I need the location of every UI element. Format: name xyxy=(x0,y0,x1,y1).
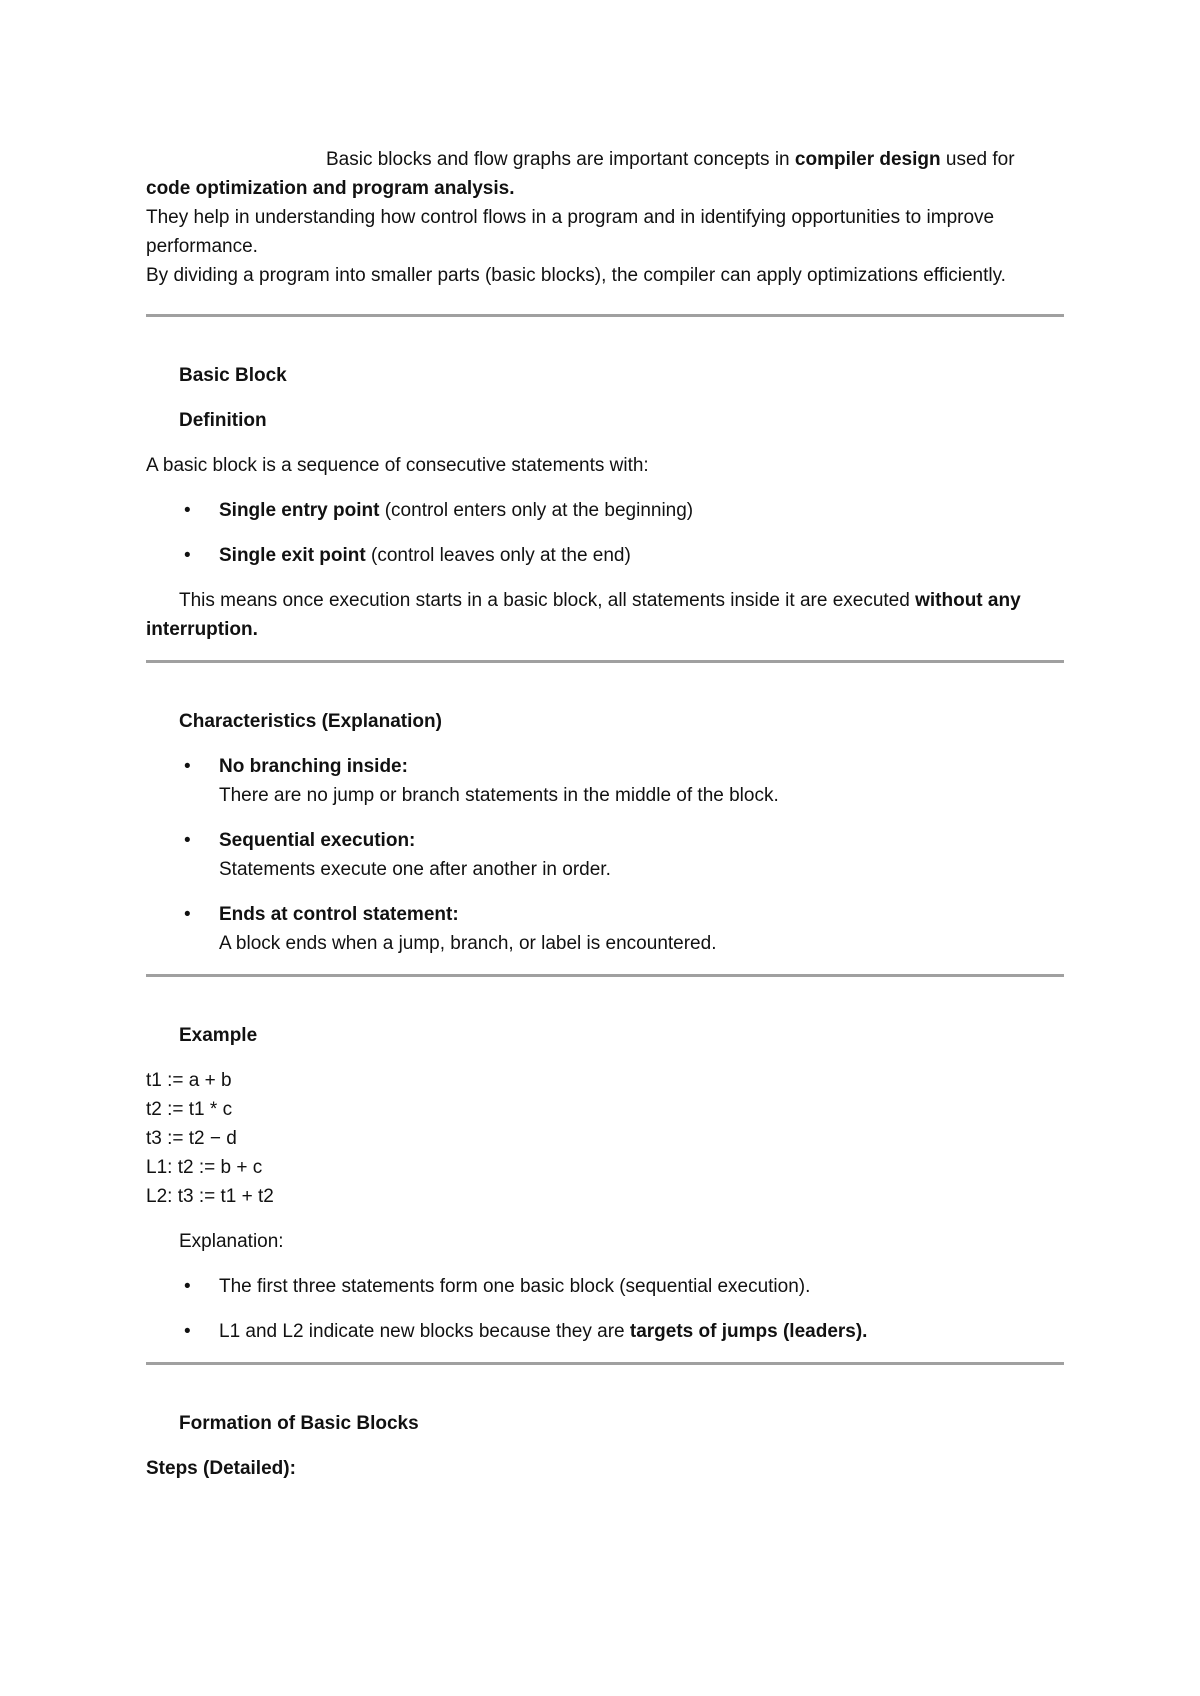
document-content xyxy=(146,145,1064,1483)
intro-paragraph-3: By dividing a program into smaller parts (basic blocks), the compiler can apply optimizations efficiently. xyxy=(146,265,1006,286)
bullet-icon: • xyxy=(184,830,191,851)
code-line: L2: t3 := t1 + t2 xyxy=(146,1186,274,1207)
horizontal-rule xyxy=(146,974,1064,977)
characteristics-list xyxy=(146,752,1064,958)
intro-line-2: code optimization and program analysis. xyxy=(146,178,515,199)
list-item: • The first three statements form one basic block (sequential execution). xyxy=(146,1272,1064,1301)
list-item: • Sequential execution: Statements execute one after another in order. xyxy=(146,826,1064,884)
code-line: t1 := a + b xyxy=(146,1070,232,1091)
definition-heading: Definition xyxy=(179,410,267,431)
code-line: t2 := t1 * c xyxy=(146,1099,233,1120)
formation-heading: Formation of Basic Blocks xyxy=(179,1413,419,1434)
basic-block-heading: Basic Block xyxy=(179,365,287,386)
horizontal-rule xyxy=(146,1362,1064,1365)
bullet-icon: • xyxy=(184,1321,191,1342)
horizontal-rule xyxy=(146,314,1064,317)
list-item: • Single entry point (control enters only at the beginning) xyxy=(146,496,1064,525)
horizontal-rule xyxy=(146,660,1064,663)
characteristics-heading: Characteristics (Explanation) xyxy=(179,711,442,732)
intro-section xyxy=(146,145,1064,290)
code-line: L1: t2 := b + c xyxy=(146,1157,263,1178)
bullet-icon: • xyxy=(184,756,191,777)
definition-summary: This means once execution starts in a basic block, all statements inside it are executed without any interruption. xyxy=(146,590,1021,640)
list-item: • No branching inside: There are no jump or branch statements in the middle of the block. xyxy=(146,752,1064,810)
steps-label: Steps (Detailed): xyxy=(146,1458,296,1479)
bullet-icon: • xyxy=(184,904,191,925)
example-bullets xyxy=(146,1272,1064,1346)
list-item: • Single exit point (control leaves only at the end) xyxy=(146,541,1064,570)
bullet-icon: • xyxy=(184,500,191,521)
definition-bullets xyxy=(146,496,1064,570)
list-item: • Ends at control statement: A block ends when a jump, branch, or label is encountered. xyxy=(146,900,1064,958)
code-listing xyxy=(146,1066,1064,1211)
explanation-label: Explanation: xyxy=(179,1231,284,1252)
definition-lead: A basic block is a sequence of consecutive statements with: xyxy=(146,455,649,476)
list-item: • L1 and L2 indicate new blocks because they are targets of jumps (leaders). xyxy=(146,1317,1064,1346)
intro-line-1: Basic blocks and flow graphs are important concepts in compiler design used for xyxy=(326,149,1015,170)
bullet-icon: • xyxy=(184,1276,191,1297)
intro-paragraph-2: They help in understanding how control flows in a program and in identifying opportunities to improve performance. xyxy=(146,207,995,257)
example-heading: Example xyxy=(179,1025,258,1046)
bullet-icon: • xyxy=(184,545,191,566)
code-line: t3 := t2 − d xyxy=(146,1128,237,1149)
